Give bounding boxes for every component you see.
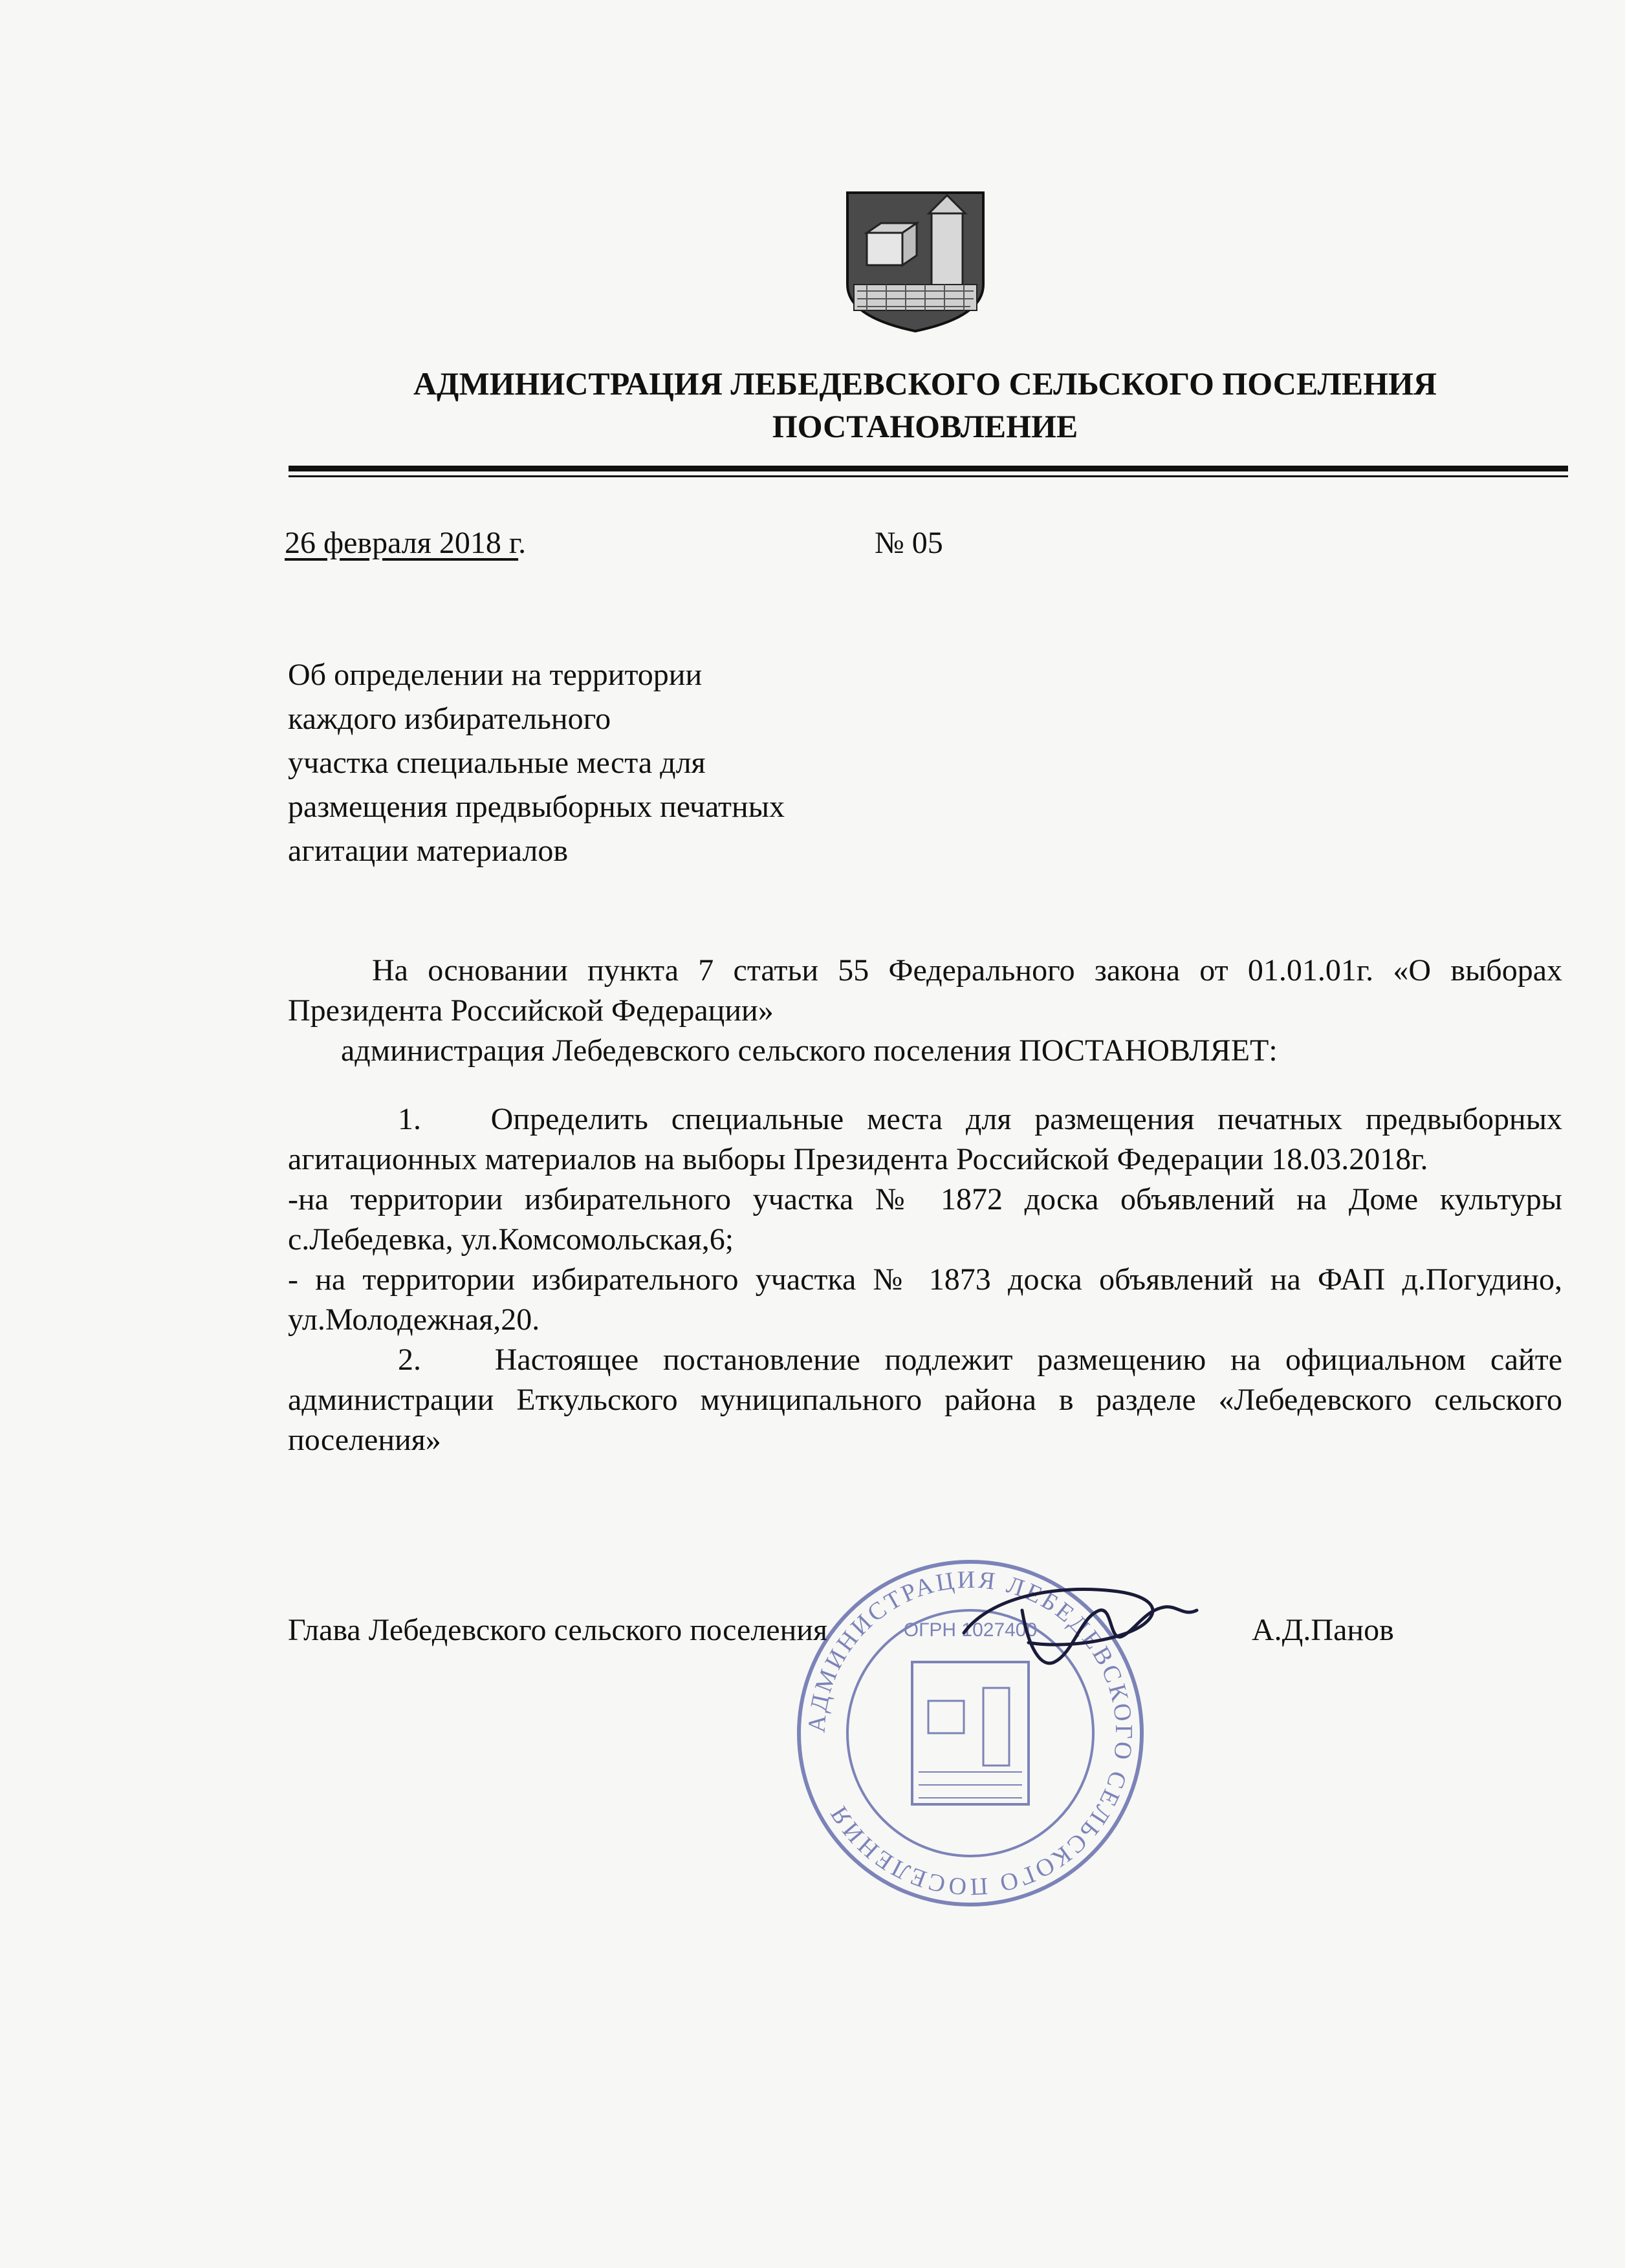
subject-line: агитации материалов [288,834,569,868]
decree-paragraph: администрация Лебедевского сельского поселения ПОСТАНОВЛЯЕТ: [341,1033,1278,1068]
handwritten-signature-icon [951,1571,1210,1675]
organization-title: АДМИНИСТРАЦИЯ ЛЕБЕДЕВСКОГО СЕЛЬСКОГО ПОСЕЛЕНИЯ [413,365,1437,402]
sub-item-paragraph: - на территории избирательного участка № 1873 доска объявлений на ФАП д.Погудино, ул.Молодежная,20. [288,1262,1562,1337]
document-body [288,951,1562,1460]
subject-line: Об определении на территории [288,658,703,692]
document-type: ПОСТАНОВЛЕНИЕ [772,408,1078,444]
signatory-name: А.Д.Панов [1252,1613,1394,1647]
document-number: № 05 [875,526,943,560]
item-2-paragraph: 2. Настоящее постановление подлежит размещению на официальном сайте администрации Еткульского муниципального района в разделе «Лебедевского сельского поселения» [288,1343,1562,1457]
subject-line: каждого избирательного [288,702,611,736]
item-1-paragraph: 1. Определить специальные места для размещения печатных предвыборных агитационных материалов на выборы Президента Российской Федерации 18.03.2018г. [288,1102,1562,1176]
signatory-position: Глава Лебедевского сельского поселения [288,1613,828,1647]
subject-line: участка специальные места для [288,746,706,780]
coat-of-arms-icon [841,188,990,334]
basis-paragraph: На основании пункта 7 статьи 55 Федерального закона от 01.01.01г. «О выборах Президента Российской Федерации» [288,953,1562,1028]
subject-line: размещения предвыборных печатных [288,790,785,824]
sub-item-paragraph: -на территории избирательного участка № 1872 доска объявлений на Доме культуры с.Лебедевка, ул.Комсомольская,6; [288,1182,1562,1257]
document-header [285,362,1565,448]
stamp-ogrn: ОГРН 1027400 [903,1619,1038,1641]
header-rule-thick [289,466,1568,471]
document-subject [288,653,922,873]
header-rule-thin [289,475,1568,477]
document-date: 26 февраля 2018 г. [285,526,527,560]
stamp-text: АДМИНИСТРАЦИЯ ЛЕБЕДЕВСКОГО СЕЛЬСКОГО ПОСЕЛЕНИЯ [803,1566,1138,1901]
